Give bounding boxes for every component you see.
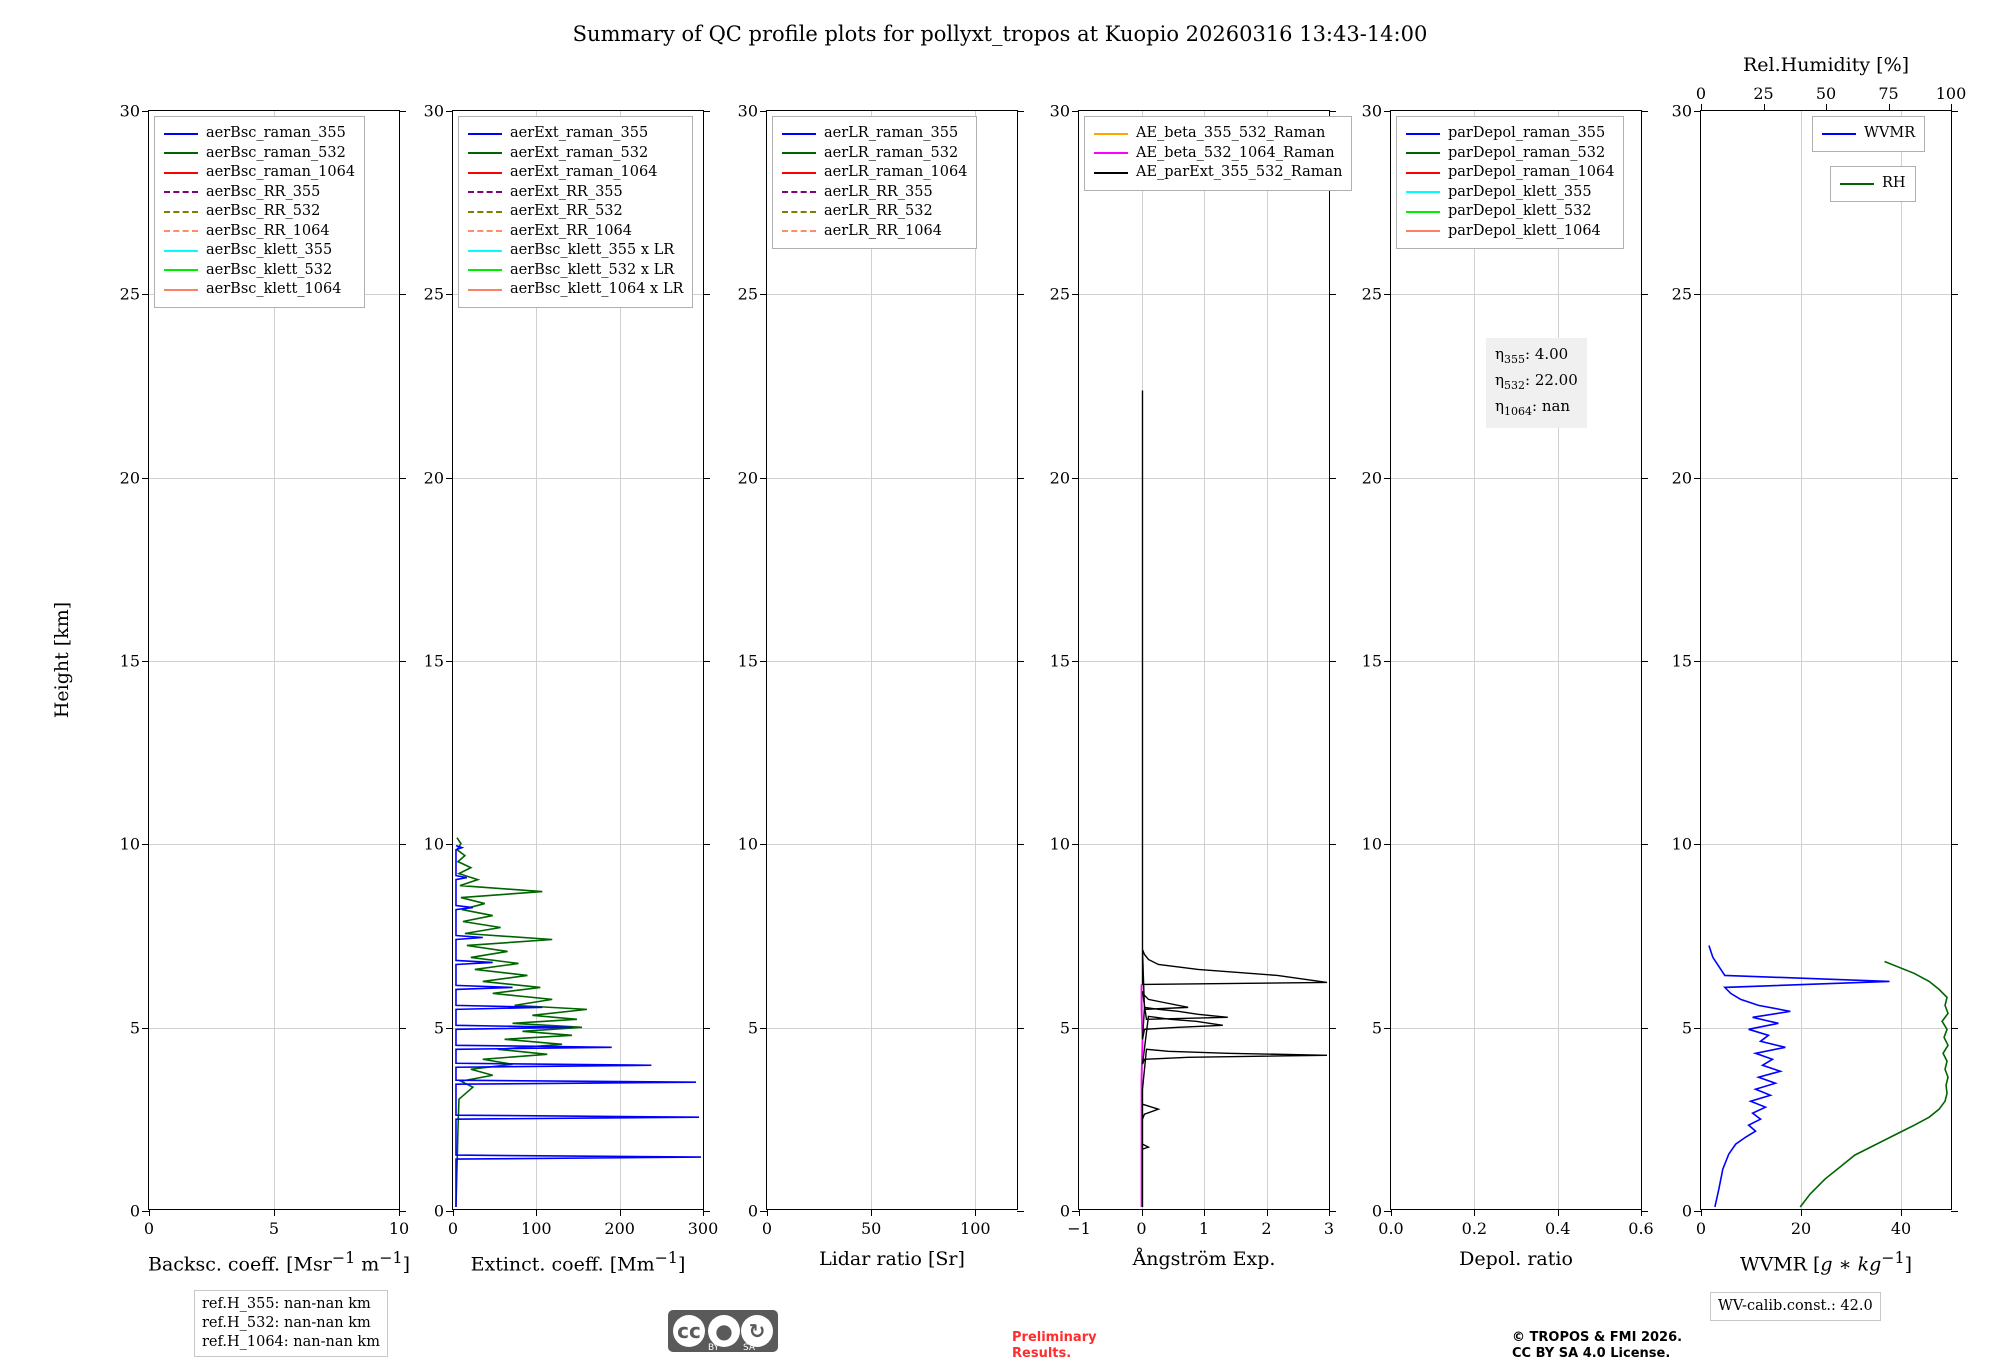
legend-wvmr: [1812, 116, 1925, 152]
y-tick: 15: [423, 651, 444, 671]
eta-value: : 4.00: [1525, 345, 1569, 363]
eta-value: : nan: [1532, 397, 1571, 415]
x-tick: 2: [1261, 1219, 1272, 1238]
y-tick: 25: [1049, 284, 1070, 304]
x-tick: 100: [960, 1219, 991, 1238]
x-tick-top: 50: [1815, 84, 1837, 103]
x-tick: 0: [1136, 1219, 1147, 1238]
legend-swatch: [164, 152, 198, 154]
legend-swatch: [164, 230, 198, 232]
legend-label: aerLR_raman_1064: [824, 164, 968, 180]
copyright-line-1: © TROPOS & FMI 2026.: [1512, 1330, 1683, 1345]
legend-label: parDepol_raman_355: [1448, 125, 1606, 141]
legend-label: parDepol_raman_1064: [1448, 164, 1615, 180]
legend-swatch: [1840, 183, 1874, 185]
y-tick: 25: [1361, 284, 1382, 304]
y-tick: 0: [433, 1201, 444, 1221]
legend-swatch: [468, 289, 502, 291]
y-axis-label: Height [km]: [51, 601, 73, 719]
cc-by-icon: ●: [708, 1315, 740, 1347]
eta-symbol: η: [1495, 345, 1504, 363]
x-tick: 0: [761, 1219, 773, 1238]
legend-label: aerBsc_klett_532: [206, 261, 333, 278]
legend-swatch: [1406, 230, 1440, 232]
legend-label: aerExt_RR_532: [510, 203, 623, 219]
eta-subscript: 532: [1504, 379, 1525, 392]
legend-swatch: [1406, 133, 1440, 135]
legend-label: aerBsc_klett_355: [206, 242, 333, 258]
legend-label: parDepol_klett_532: [1448, 203, 1592, 219]
data-lines-angstrom: [1079, 111, 1329, 1209]
wv-calib-value: WV-calib.const.: 42.0: [1718, 1298, 1873, 1314]
panel-depol: [1361, 101, 1654, 1270]
legend-swatch: [468, 250, 502, 252]
y-tick: 5: [1059, 1018, 1070, 1038]
ref-h-355: ref.H_355: nan-nan km: [202, 1296, 371, 1312]
legend-swatch: [1406, 211, 1440, 213]
y-tick: 0: [1371, 1201, 1382, 1221]
plot-area-lidar-ratio: [737, 101, 1018, 1238]
legend-swatch: [164, 172, 198, 174]
legend-swatch: [468, 211, 502, 213]
y-tick: 10: [1049, 834, 1070, 854]
legend-swatch: [164, 211, 198, 213]
legend-lidar-ratio: [772, 116, 977, 249]
legend-label: aerExt_RR_355: [510, 183, 623, 200]
copyright-line-2: CC BY SA 4.0 License.: [1512, 1346, 1671, 1361]
x-tick: 5: [268, 1219, 280, 1238]
x-tick: 1: [1198, 1219, 1210, 1238]
x-axis-label-angstrom: Ångström Exp.: [1132, 1248, 1276, 1270]
legend-swatch: [164, 269, 198, 271]
y-tick: 25: [119, 284, 140, 304]
y-tick: 10: [423, 834, 444, 854]
legend-label: aerBsc_RR_355: [206, 183, 321, 200]
y-tick: 20: [119, 468, 140, 488]
legend-label: AE_beta_532_1064_Raman: [1136, 144, 1335, 161]
legend-label: parDepol_raman_532: [1448, 144, 1606, 161]
y-tick: 15: [119, 651, 140, 671]
x-tick: 0.0: [1378, 1219, 1404, 1238]
legend-label: aerBsc_raman_1064: [206, 164, 356, 180]
y-tick: 5: [1681, 1018, 1692, 1038]
x-axis-label-wvmr: WVMR [g ∗ $kg^{-1}$]: [1739, 1248, 1913, 1276]
x-tick-top: 0: [1695, 84, 1707, 103]
legend-swatch: [164, 289, 198, 291]
y-tick: 5: [129, 1018, 140, 1038]
legend-depol: [1396, 116, 1624, 249]
cc-sa-icon: ↻: [741, 1315, 773, 1347]
y-tick: 25: [1671, 284, 1692, 304]
y-tick: 25: [737, 284, 758, 304]
plot-area-wvmr: [1671, 84, 1967, 1238]
top-axis-label-rh: Rel.Humidity [%]: [1742, 54, 1910, 76]
legend-swatch: [782, 172, 816, 174]
legend-swatch: [1094, 133, 1128, 135]
x-axis-label-depol: Depol. ratio: [1459, 1248, 1573, 1270]
legend-label: RH: [1882, 175, 1906, 191]
x-tick-top: 75: [1878, 84, 1899, 103]
ref-h-1064: ref.H_1064: nan-nan km: [202, 1334, 380, 1350]
y-tick: 10: [737, 834, 758, 854]
legend-swatch: [1094, 152, 1128, 154]
legend-swatch: [468, 269, 502, 271]
legend-label: WVMR: [1864, 125, 1916, 141]
ref-h-532: ref.H_532: nan-nan km: [202, 1315, 371, 1331]
y-tick: 20: [1361, 468, 1382, 488]
y-tick: 10: [119, 834, 140, 854]
ref-height-box: [194, 1290, 388, 1357]
panel-backscatter: [119, 101, 411, 1276]
x-tick: 20: [1790, 1219, 1812, 1238]
legend-swatch: [164, 191, 198, 193]
legend-rh: [1830, 166, 1916, 202]
plot-area-angstrom: [1049, 101, 1335, 1238]
legend-label: aerExt_raman_1064: [510, 164, 658, 180]
x-tick: 200: [604, 1219, 635, 1238]
legend-swatch: [782, 152, 816, 154]
y-tick: 20: [737, 468, 758, 488]
legend-swatch: [782, 230, 816, 232]
legend-label: parDepol_klett_1064: [1448, 222, 1601, 239]
legend-swatch: [1406, 191, 1440, 193]
legend-swatch: [1406, 172, 1440, 174]
y-tick: 5: [747, 1018, 758, 1038]
legend-label: aerBsc_RR_532: [206, 203, 321, 219]
legend-label: aerBsc_klett_1064 x LR: [510, 281, 684, 297]
wv-calib-box: [1710, 1292, 1881, 1321]
y-tick: 10: [1671, 834, 1692, 854]
legend-label: AE_parExt_355_532_Raman: [1136, 164, 1343, 180]
y-tick: 15: [737, 651, 758, 671]
x-tick: 0.2: [1461, 1219, 1488, 1238]
x-tick: 0.6: [1628, 1219, 1654, 1238]
y-tick: 30: [423, 101, 444, 121]
x-tick: 10: [388, 1219, 410, 1238]
panel-wvmr: [1671, 54, 1967, 1276]
legend-swatch: [468, 230, 502, 232]
y-tick: 30: [737, 101, 758, 121]
panel-extinction: [423, 101, 719, 1276]
legend-label: aerBsc_klett_1064: [206, 281, 342, 297]
y-tick: 30: [1361, 101, 1382, 121]
eta-annotation: [1486, 338, 1587, 428]
legend-swatch: [164, 133, 198, 135]
legend-angstrom: [1084, 116, 1352, 191]
y-tick: 15: [1049, 651, 1070, 671]
x-tick: −1: [1067, 1219, 1091, 1238]
preliminary-notice: [1012, 1330, 1097, 1362]
data-lines-wvmr: [1701, 111, 1951, 1209]
legend-backscatter: [154, 116, 365, 308]
panel-angstrom: [1049, 101, 1343, 1270]
legend-swatch: [782, 133, 816, 135]
x-tick: 300: [687, 1219, 719, 1238]
legend-label: aerBsc_RR_1064: [206, 222, 330, 239]
legend-swatch: [1094, 172, 1128, 174]
eta-symbol: η: [1495, 397, 1504, 415]
legend-swatch: [782, 191, 816, 193]
legend-label: aerBsc_klett_532 x LR: [510, 261, 675, 278]
legend-swatch: [1822, 133, 1856, 135]
legend-label: aerBsc_klett_355 x LR: [510, 242, 675, 258]
y-tick: 5: [433, 1018, 444, 1038]
y-tick: 0: [1059, 1201, 1070, 1221]
cc-sa-label: SA: [743, 1343, 756, 1353]
legend-swatch: [782, 211, 816, 213]
legend-label: aerLR_RR_532: [824, 203, 933, 219]
y-tick: 20: [1671, 468, 1692, 488]
page-title: Summary of QC profile plots for pollyxt_tropos at Kuopio 20260316 13:43-14:00: [572, 22, 1428, 46]
x-tick: 100: [521, 1219, 552, 1238]
y-tick: 0: [747, 1201, 758, 1221]
eta-subscript: 1064: [1504, 405, 1532, 418]
legend-label: aerLR_raman_355: [824, 125, 959, 141]
x-tick: 0: [1695, 1219, 1707, 1238]
legend-label: aerBsc_raman_532: [206, 144, 346, 161]
x-axis-label-backscatter: Backsc. coeff. [Msr$^{-1}$ $m^{-1}$]: [148, 1248, 411, 1276]
legend-label: aerBsc_raman_355: [206, 125, 346, 141]
x-axis-label-extinction: Extinct. coeff. $[Mm^{-1}]$: [470, 1248, 686, 1276]
legend-swatch: [164, 250, 198, 252]
x-axis-label-lidar-ratio: Lidar ratio [Sr]: [819, 1248, 965, 1270]
legend-label: aerExt_raman_532: [510, 144, 649, 161]
x-tick: 0.4: [1544, 1219, 1571, 1238]
legend-swatch: [468, 133, 502, 135]
x-tick: 0: [143, 1219, 155, 1238]
y-tick: 15: [1361, 651, 1382, 671]
legend-label: aerLR_RR_355: [824, 183, 933, 200]
legend-label: aerExt_RR_1064: [510, 222, 632, 239]
x-tick: 3: [1323, 1219, 1335, 1238]
legend-label: parDepol_klett_355: [1448, 183, 1592, 200]
eta-value: : 22.00: [1525, 371, 1578, 389]
legend-swatch: [468, 172, 502, 174]
panel-lidar-ratio: [737, 101, 1018, 1270]
x-tick-top: 100: [1935, 84, 1967, 103]
y-tick: 25: [423, 284, 444, 304]
y-tick: 15: [1671, 651, 1692, 671]
preliminary-line-2: Results.: [1012, 1346, 1072, 1361]
y-tick: 20: [423, 468, 444, 488]
y-tick: 0: [129, 1201, 140, 1221]
cc-icon: cc: [673, 1315, 705, 1347]
y-tick: 30: [1049, 101, 1070, 121]
legend-swatch: [468, 152, 502, 154]
plot-area-depol: [1361, 101, 1654, 1238]
x-tick: 0: [447, 1219, 459, 1238]
x-tick-top: 25: [1753, 84, 1774, 103]
cc-by-label: BY: [708, 1343, 720, 1353]
legend-swatch: [468, 191, 502, 193]
y-tick: 30: [1671, 101, 1692, 121]
legend-swatch: [1406, 152, 1440, 154]
y-tick: 10: [1361, 834, 1382, 854]
legend-label: aerLR_RR_1064: [824, 222, 942, 239]
creative-commons-logo: [668, 1310, 778, 1352]
legend-label: aerLR_raman_532: [824, 144, 959, 161]
legend-label: aerExt_raman_355: [510, 125, 649, 141]
y-tick: 30: [119, 101, 140, 121]
copyright-notice: [1512, 1330, 1682, 1362]
eta-subscript: 355: [1504, 353, 1525, 366]
preliminary-line-1: Preliminary: [1012, 1330, 1097, 1345]
y-tick: 20: [1049, 468, 1070, 488]
x-tick: 50: [860, 1219, 882, 1238]
y-tick: 5: [1371, 1018, 1382, 1038]
legend-extinction: [458, 116, 693, 308]
y-tick: 0: [1681, 1201, 1692, 1221]
eta-symbol: η: [1495, 371, 1504, 389]
legend-label: AE_beta_355_532_Raman: [1136, 125, 1326, 141]
x-tick: 40: [1890, 1219, 1912, 1238]
